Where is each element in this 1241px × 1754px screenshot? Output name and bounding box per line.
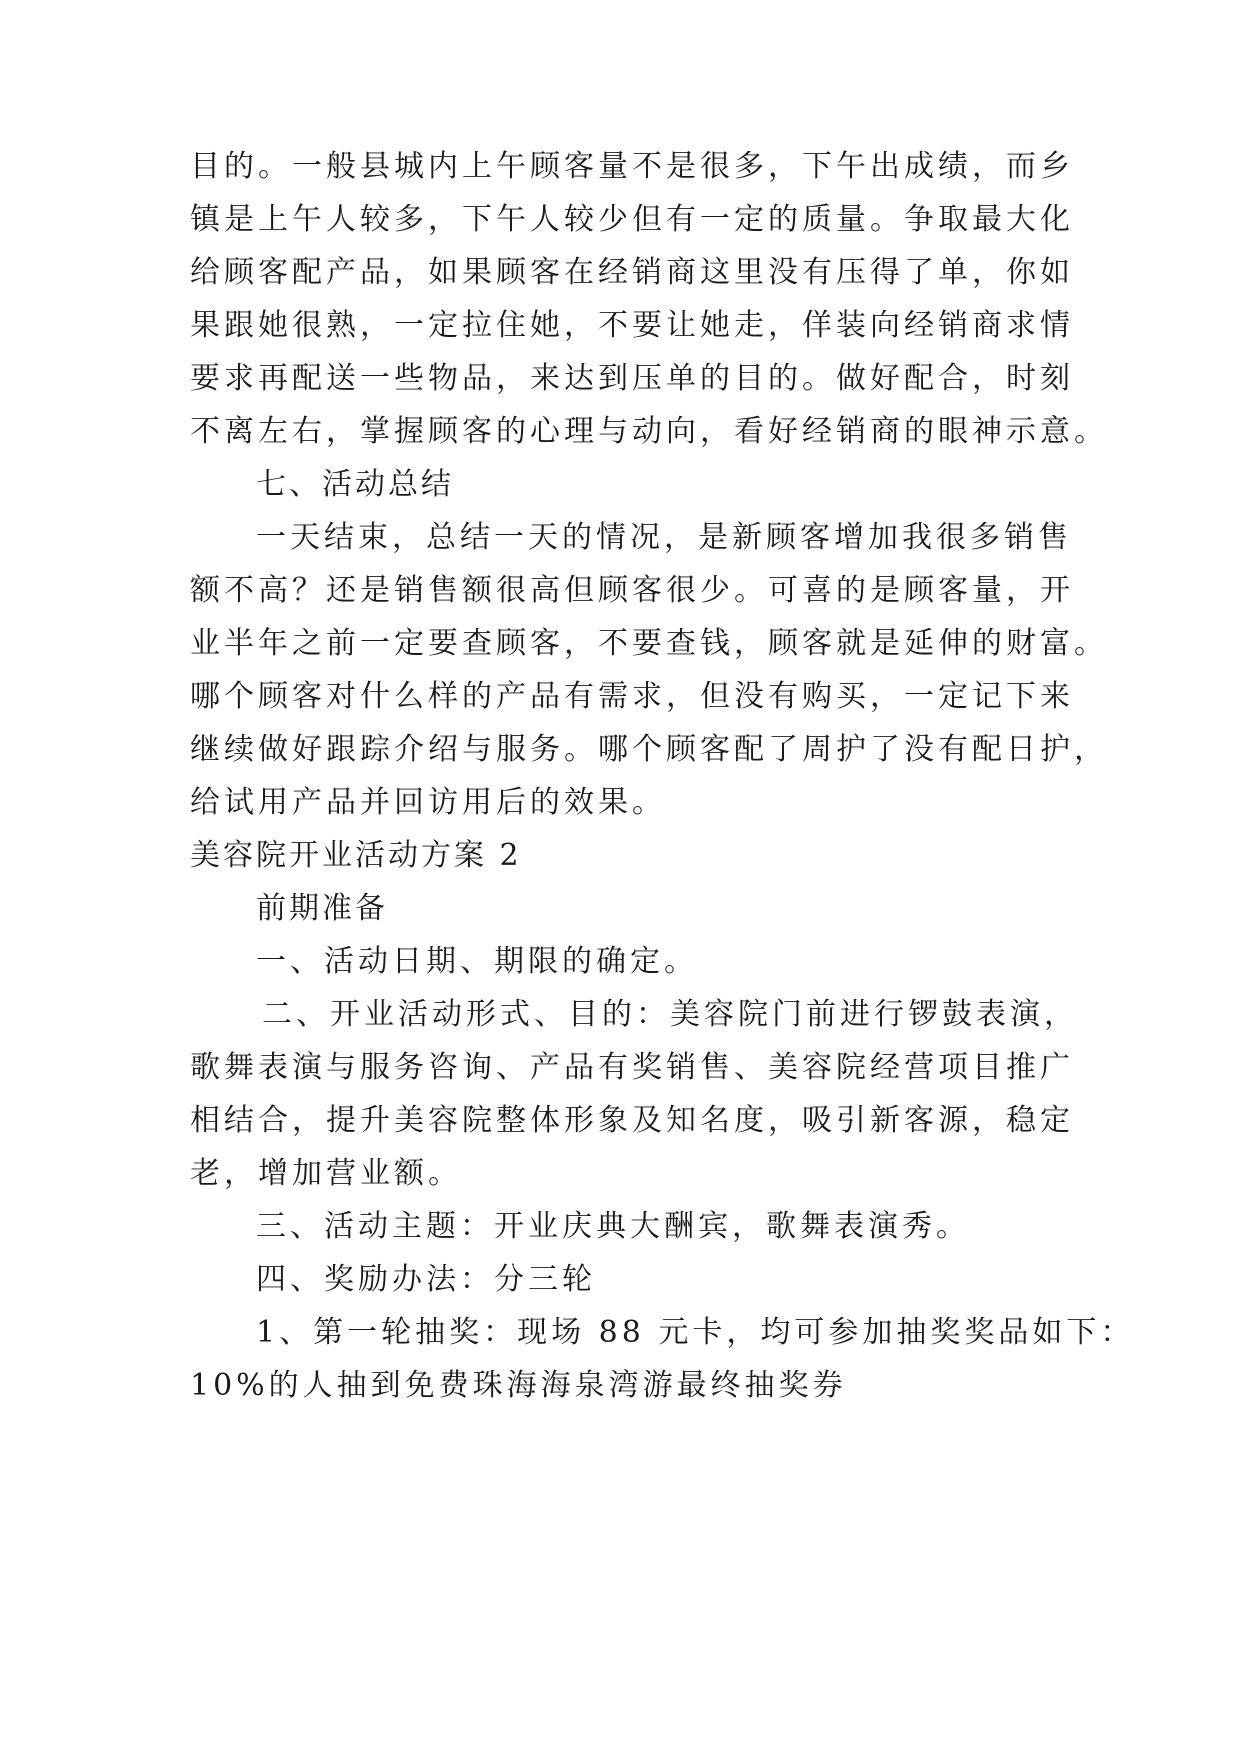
section-heading: 前期准备 <box>256 891 388 926</box>
document-title: 美容院开业活动方案 2 <box>190 838 522 873</box>
paragraph-line: 哪个顾客对什么样的产品有需求，但没有购买，一定记下来 <box>190 679 1074 714</box>
paragraph-line: 果跟她很熟，一定拉住她，不要让她走，佯装向经销商求情 <box>190 308 1074 343</box>
paragraph-line: 三、活动主题：开业庆典大酬宾，歌舞表演秀。 <box>256 1209 970 1244</box>
paragraph-line: 继续做好跟踪介绍与服务。哪个顾客配了周护了没有配日护， <box>190 732 1108 767</box>
paragraph-line: 10%的人抽到免费珠海海泉湾游最终抽奖券 <box>190 1368 847 1403</box>
paragraph-line: 1、第一轮抽奖：现场 88 元卡，均可参加抽奖奖品如下： <box>256 1315 1135 1350</box>
paragraph-line: 要求再配送一些物品，来达到压单的目的。做好配合，时刻 <box>190 361 1074 396</box>
paragraph-line: 相结合，提升美容院整体形象及知名度，吸引新客源，稳定 <box>190 1103 1074 1138</box>
paragraph-line: 给试用产品并回访用后的效果。 <box>190 785 666 820</box>
paragraph-line: 额不高？还是销售额很高但顾客很少。可喜的是顾客量，开 <box>190 573 1074 608</box>
paragraph-line: 不离左右，掌握顾客的心理与动向，看好经销商的眼神示意。 <box>190 414 1108 449</box>
paragraph-line: 二、开业活动形式、目的：美容院门前进行锣鼓表演， <box>262 997 1078 1032</box>
paragraph-line: 镇是上午人较多，下午人较少但有一定的质量。争取最大化 <box>190 202 1074 237</box>
section-heading: 七、活动总结 <box>256 467 454 502</box>
paragraph-line: 老，增加营业额。 <box>190 1156 462 1191</box>
paragraph-line: 四、奖励办法：分三轮 <box>256 1262 596 1297</box>
paragraph-line: 给顾客配产品，如果顾客在经销商这里没有压得了单，你如 <box>190 255 1074 290</box>
paragraph-line: 歌舞表演与服务咨询、产品有奖销售、美容院经营项目推广 <box>190 1050 1074 1085</box>
paragraph-line: 目的。一般县城内上午顾客量不是很多，下午出成绩，而乡 <box>190 149 1074 184</box>
paragraph-line: 业半年之前一定要查顾客，不要查钱，顾客就是延伸的财富。 <box>190 626 1108 661</box>
paragraph-line: 一天结束，总结一天的情况，是新顾客增加我很多销售 <box>256 520 1072 555</box>
paragraph-line: 一、活动日期、期限的确定。 <box>256 944 698 979</box>
